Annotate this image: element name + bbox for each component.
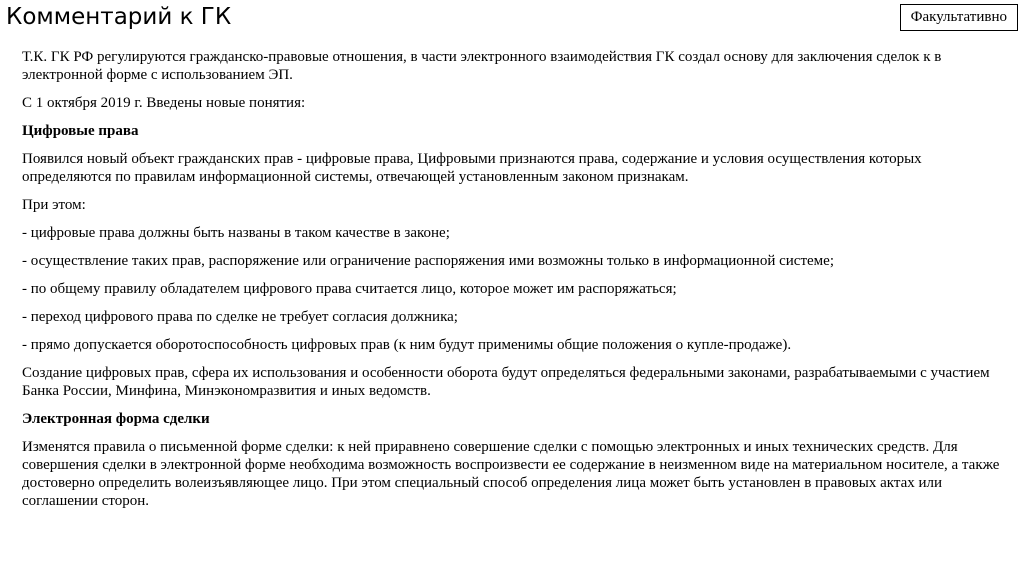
list-item: - цифровые права должны быть названы в таком качестве в законе; <box>22 225 450 241</box>
digital-rights-definition: Появился новый объект гражданских прав - цифровые права, Цифровыми признаются права, содержание и условия осуществления которых определяются по правилам информационной системы, отвечающей установленным законом признакам. <box>22 151 922 185</box>
list-item: - переход цифрового права по сделке не требует согласия должника; <box>22 309 458 325</box>
optional-badge: Факультативно <box>900 4 1018 31</box>
regulation-paragraph: Создание цифровых прав, сфера их использования и особенности оборота будут определяться федеральными законами, разрабатываемыми с участием Банка России, Минфина, Минэкономразвития и иных ведомств. <box>22 365 990 399</box>
list-item: - прямо допускается оборотоспособность цифровых прав (к ним будут применимы общие положения о купле-продаже). <box>22 337 792 353</box>
section-heading-electronic-form: Электронная форма сделки <box>22 411 210 427</box>
new-concepts-paragraph: С 1 октября 2019 г. Введены новые понятия: <box>22 95 306 111</box>
list-intro: При этом: <box>22 197 86 213</box>
intro-paragraph: Т.К. ГК РФ регулируются гражданско-правовые отношения, в части электронного взаимодействия ГК создал основу для заключения сделок к в электронной форме с использованием ЭП. <box>22 49 942 83</box>
page-title: Комментарий к ГК <box>6 4 232 30</box>
section-heading-digital-rights: Цифровые права <box>22 123 139 139</box>
list-item: - осуществление таких прав, распоряжение или ограничение распоряжения ими возможны только в информационной системе; <box>22 253 834 269</box>
electronic-form-paragraph: Изменятся правила о письменной форме сделки: к ней приравнено совершение сделки с помощью электронных и иных технических средств. Для совершения сделки в электронной форме необходима возможность воспроизвести ее содержание в неизменном виде на материальном носителе, а также достоверно определить волеизъявляющее лицо. При этом специальный способ определения лица может быть установлен в правовых актах или соглашении сторон. <box>22 439 1000 509</box>
list-item: - по общему правилу обладателем цифрового права считается лицо, которое может им распоряжаться; <box>22 281 677 297</box>
document-body <box>22 48 1012 520</box>
